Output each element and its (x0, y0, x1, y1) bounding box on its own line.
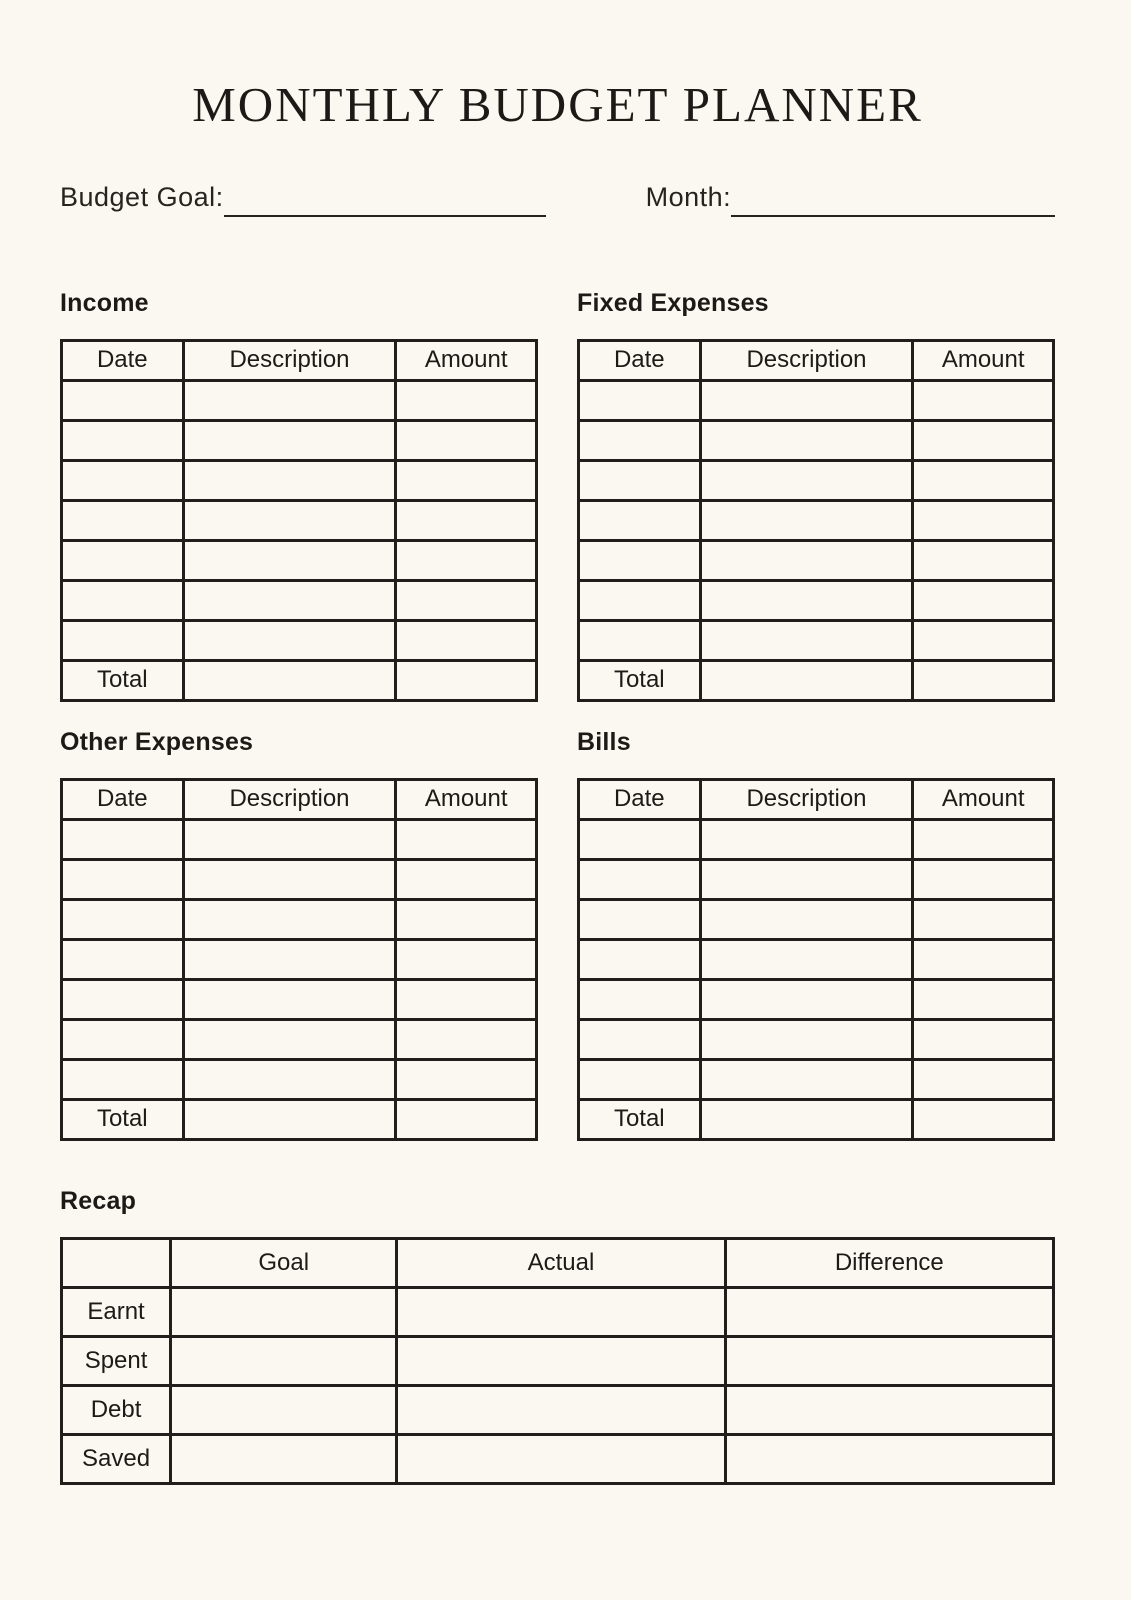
other-expenses-amount-cell[interactable] (396, 899, 537, 939)
other-expenses-header-row (62, 779, 537, 819)
recap-row (62, 1385, 1054, 1434)
bills-table (577, 778, 1055, 1141)
recap-spent-goal-cell[interactable] (171, 1336, 397, 1385)
recap-row-label-debt: Debt (62, 1385, 171, 1434)
table-row (579, 819, 1054, 859)
section-bills (577, 728, 1055, 1141)
table-row (62, 580, 537, 620)
section-title-bills: Bills (577, 727, 631, 756)
income-description-cell[interactable] (183, 420, 396, 460)
section-title-recap: Recap (60, 1186, 137, 1215)
recap-row (62, 1336, 1054, 1385)
table-row (579, 939, 1054, 979)
fixed-expenses-description-cell[interactable] (700, 540, 913, 580)
income-total-description-cell[interactable] (183, 660, 396, 700)
recap-header-row (62, 1238, 1054, 1287)
fixed-expenses-date-cell[interactable] (579, 580, 701, 620)
income-amount-cell[interactable] (396, 420, 537, 460)
recap-saved-difference-cell[interactable] (725, 1434, 1053, 1483)
recap-column-header-difference: Difference (725, 1238, 1053, 1287)
month-label: Month: (645, 181, 732, 212)
budget-goal-field (60, 182, 546, 217)
income-date-cell[interactable] (62, 580, 184, 620)
bills-amount-cell[interactable] (913, 1019, 1054, 1059)
fixed-expenses-date-cell[interactable] (579, 540, 701, 580)
recap-row-label-earnt: Earnt (62, 1287, 171, 1336)
other-expenses-date-cell[interactable] (62, 939, 184, 979)
income-column-header-date: Date (62, 340, 184, 380)
other-expenses-date-cell[interactable] (62, 859, 184, 899)
bills-total-label: Total (579, 1099, 701, 1139)
other-expenses-amount-cell[interactable] (396, 939, 537, 979)
other-expenses-column-header-date: Date (62, 779, 184, 819)
header-fields-row (60, 182, 1055, 217)
recap-saved-actual-cell[interactable] (397, 1434, 725, 1483)
bills-total-row (579, 1099, 1054, 1139)
other-expenses-amount-cell[interactable] (396, 1059, 537, 1099)
fixed-expenses-amount-cell[interactable] (913, 620, 1054, 660)
recap-table (60, 1237, 1055, 1485)
income-table (60, 339, 538, 702)
income-column-header-amount: Amount (396, 340, 537, 380)
other-expenses-total-label: Total (62, 1099, 184, 1139)
recap-row (62, 1287, 1054, 1336)
bills-amount-cell[interactable] (913, 939, 1054, 979)
bills-column-header-description: Description (700, 779, 913, 819)
table-row (62, 420, 537, 460)
bills-column-header-amount: Amount (913, 779, 1054, 819)
bills-date-cell[interactable] (579, 899, 701, 939)
table-row (62, 380, 537, 420)
income-header-row (62, 340, 537, 380)
other-expenses-date-cell[interactable] (62, 899, 184, 939)
income-description-cell[interactable] (183, 620, 396, 660)
recap-row-label-saved: Saved (62, 1434, 171, 1483)
income-amount-cell[interactable] (396, 500, 537, 540)
table-row (62, 500, 537, 540)
bills-header-row (579, 779, 1054, 819)
other-expenses-date-cell[interactable] (62, 979, 184, 1019)
fixed-expenses-description-cell[interactable] (700, 420, 913, 460)
income-amount-cell[interactable] (396, 620, 537, 660)
month-field (646, 182, 1055, 217)
table-row (579, 500, 1054, 540)
bills-date-cell[interactable] (579, 1019, 701, 1059)
income-total-amount-cell[interactable] (396, 660, 537, 700)
fixed-expenses-date-cell[interactable] (579, 420, 701, 460)
income-date-cell[interactable] (62, 460, 184, 500)
income-description-cell[interactable] (183, 380, 396, 420)
bills-amount-cell[interactable] (913, 899, 1054, 939)
recap-section (60, 1187, 1055, 1485)
fixed-expenses-date-cell[interactable] (579, 460, 701, 500)
recap-debt-goal-cell[interactable] (171, 1385, 397, 1434)
other-expenses-description-cell[interactable] (183, 1019, 396, 1059)
section-title-other-expenses: Other Expenses (60, 727, 254, 756)
bills-description-cell[interactable] (700, 1059, 913, 1099)
table-row (579, 540, 1054, 580)
other-expenses-column-header-amount: Amount (396, 779, 537, 819)
bills-description-cell[interactable] (700, 899, 913, 939)
fixed-expenses-amount-cell[interactable] (913, 460, 1054, 500)
fixed-expenses-total-amount-cell[interactable] (913, 660, 1054, 700)
fixed-expenses-amount-cell[interactable] (913, 380, 1054, 420)
table-row (579, 1019, 1054, 1059)
income-date-cell[interactable] (62, 380, 184, 420)
other-expenses-total-row (62, 1099, 537, 1139)
fixed-expenses-description-cell[interactable] (700, 380, 913, 420)
income-amount-cell[interactable] (396, 460, 537, 500)
fixed-expenses-description-cell[interactable] (700, 460, 913, 500)
table-row (579, 380, 1054, 420)
fixed-expenses-total-label: Total (579, 660, 701, 700)
income-date-cell[interactable] (62, 500, 184, 540)
income-amount-cell[interactable] (396, 580, 537, 620)
bills-date-cell[interactable] (579, 819, 701, 859)
recap-earnt-actual-cell[interactable] (397, 1287, 725, 1336)
fixed-expenses-column-header-amount: Amount (913, 340, 1054, 380)
budget-tables-grid (60, 289, 1055, 1141)
fixed-expenses-amount-cell[interactable] (913, 580, 1054, 620)
income-description-cell[interactable] (183, 500, 396, 540)
table-row (579, 979, 1054, 1019)
bills-description-cell[interactable] (700, 859, 913, 899)
bills-column-header-date: Date (579, 779, 701, 819)
bills-description-cell[interactable] (700, 1019, 913, 1059)
recap-debt-difference-cell[interactable] (725, 1385, 1053, 1434)
recap-spent-difference-cell[interactable] (725, 1336, 1053, 1385)
table-row (62, 819, 537, 859)
table-row (62, 1019, 537, 1059)
income-date-cell[interactable] (62, 620, 184, 660)
page-title: MONTHLY BUDGET PLANNER (192, 77, 923, 132)
fixed-expenses-table (577, 339, 1055, 702)
fixed-expenses-date-cell[interactable] (579, 500, 701, 540)
page-content (60, 78, 1055, 1485)
table-row (579, 420, 1054, 460)
recap-spent-actual-cell[interactable] (397, 1336, 725, 1385)
other-expenses-amount-cell[interactable] (396, 979, 537, 1019)
other-expenses-date-cell[interactable] (62, 1059, 184, 1099)
bills-description-cell[interactable] (700, 819, 913, 859)
table-row (62, 540, 537, 580)
income-column-header-description: Description (183, 340, 396, 380)
other-expenses-description-cell[interactable] (183, 939, 396, 979)
other-expenses-amount-cell[interactable] (396, 819, 537, 859)
fixed-expenses-total-description-cell[interactable] (700, 660, 913, 700)
table-row (579, 460, 1054, 500)
table-row (62, 460, 537, 500)
other-expenses-date-cell[interactable] (62, 819, 184, 859)
other-expenses-amount-cell[interactable] (396, 1019, 537, 1059)
other-expenses-total-description-cell[interactable] (183, 1099, 396, 1139)
bills-total-description-cell[interactable] (700, 1099, 913, 1139)
fixed-expenses-column-header-description: Description (700, 340, 913, 380)
recap-corner-cell (62, 1238, 171, 1287)
bills-total-amount-cell[interactable] (913, 1099, 1054, 1139)
other-expenses-total-amount-cell[interactable] (396, 1099, 537, 1139)
other-expenses-description-cell[interactable] (183, 979, 396, 1019)
fixed-expenses-amount-cell[interactable] (913, 420, 1054, 460)
fixed-expenses-column-header-date: Date (579, 340, 701, 380)
income-amount-cell[interactable] (396, 540, 537, 580)
bills-amount-cell[interactable] (913, 979, 1054, 1019)
table-row (579, 620, 1054, 660)
bills-date-cell[interactable] (579, 859, 701, 899)
other-expenses-description-cell[interactable] (183, 1059, 396, 1099)
table-row (62, 899, 537, 939)
other-expenses-amount-cell[interactable] (396, 859, 537, 899)
bills-amount-cell[interactable] (913, 1059, 1054, 1099)
recap-column-header-goal: Goal (171, 1238, 397, 1287)
budget-goal-input-line[interactable] (224, 183, 546, 217)
table-row (579, 859, 1054, 899)
table-row (579, 580, 1054, 620)
income-total-row (62, 660, 537, 700)
other-expenses-description-cell[interactable] (183, 859, 396, 899)
income-description-cell[interactable] (183, 580, 396, 620)
month-input-line[interactable] (731, 183, 1055, 217)
other-expenses-date-cell[interactable] (62, 1019, 184, 1059)
bills-description-cell[interactable] (700, 979, 913, 1019)
recap-saved-goal-cell[interactable] (171, 1434, 397, 1483)
fixed-expenses-description-cell[interactable] (700, 580, 913, 620)
income-description-cell[interactable] (183, 460, 396, 500)
fixed-expenses-header-row (579, 340, 1054, 380)
fixed-expenses-amount-cell[interactable] (913, 540, 1054, 580)
other-expenses-description-cell[interactable] (183, 819, 396, 859)
section-other-expenses (60, 728, 538, 1141)
other-expenses-table (60, 778, 538, 1141)
bills-amount-cell[interactable] (913, 859, 1054, 899)
income-total-label: Total (62, 660, 184, 700)
bills-date-cell[interactable] (579, 1059, 701, 1099)
fixed-expenses-amount-cell[interactable] (913, 500, 1054, 540)
fixed-expenses-date-cell[interactable] (579, 620, 701, 660)
section-title-fixed-expenses: Fixed Expenses (577, 288, 769, 317)
recap-row (62, 1434, 1054, 1483)
bills-date-cell[interactable] (579, 939, 701, 979)
recap-earnt-goal-cell[interactable] (171, 1287, 397, 1336)
section-income (60, 289, 538, 702)
recap-debt-actual-cell[interactable] (397, 1385, 725, 1434)
table-row (62, 1059, 537, 1099)
recap-column-header-actual: Actual (397, 1238, 725, 1287)
section-fixed-expenses (577, 289, 1055, 702)
budget-goal-label: Budget Goal: (60, 181, 224, 212)
fixed-expenses-description-cell[interactable] (700, 620, 913, 660)
fixed-expenses-description-cell[interactable] (700, 500, 913, 540)
bills-description-cell[interactable] (700, 939, 913, 979)
table-row (62, 620, 537, 660)
table-row (579, 1059, 1054, 1099)
table-row (62, 859, 537, 899)
recap-row-label-spent: Spent (62, 1336, 171, 1385)
recap-earnt-difference-cell[interactable] (725, 1287, 1053, 1336)
other-expenses-column-header-description: Description (183, 779, 396, 819)
section-title-income: Income (60, 288, 149, 317)
income-date-cell[interactable] (62, 420, 184, 460)
fixed-expenses-total-row (579, 660, 1054, 700)
table-row (62, 979, 537, 1019)
bills-amount-cell[interactable] (913, 819, 1054, 859)
other-expenses-description-cell[interactable] (183, 899, 396, 939)
table-row (62, 939, 537, 979)
income-date-cell[interactable] (62, 540, 184, 580)
bills-date-cell[interactable] (579, 979, 701, 1019)
fixed-expenses-date-cell[interactable] (579, 380, 701, 420)
table-row (579, 899, 1054, 939)
income-amount-cell[interactable] (396, 380, 537, 420)
income-description-cell[interactable] (183, 540, 396, 580)
